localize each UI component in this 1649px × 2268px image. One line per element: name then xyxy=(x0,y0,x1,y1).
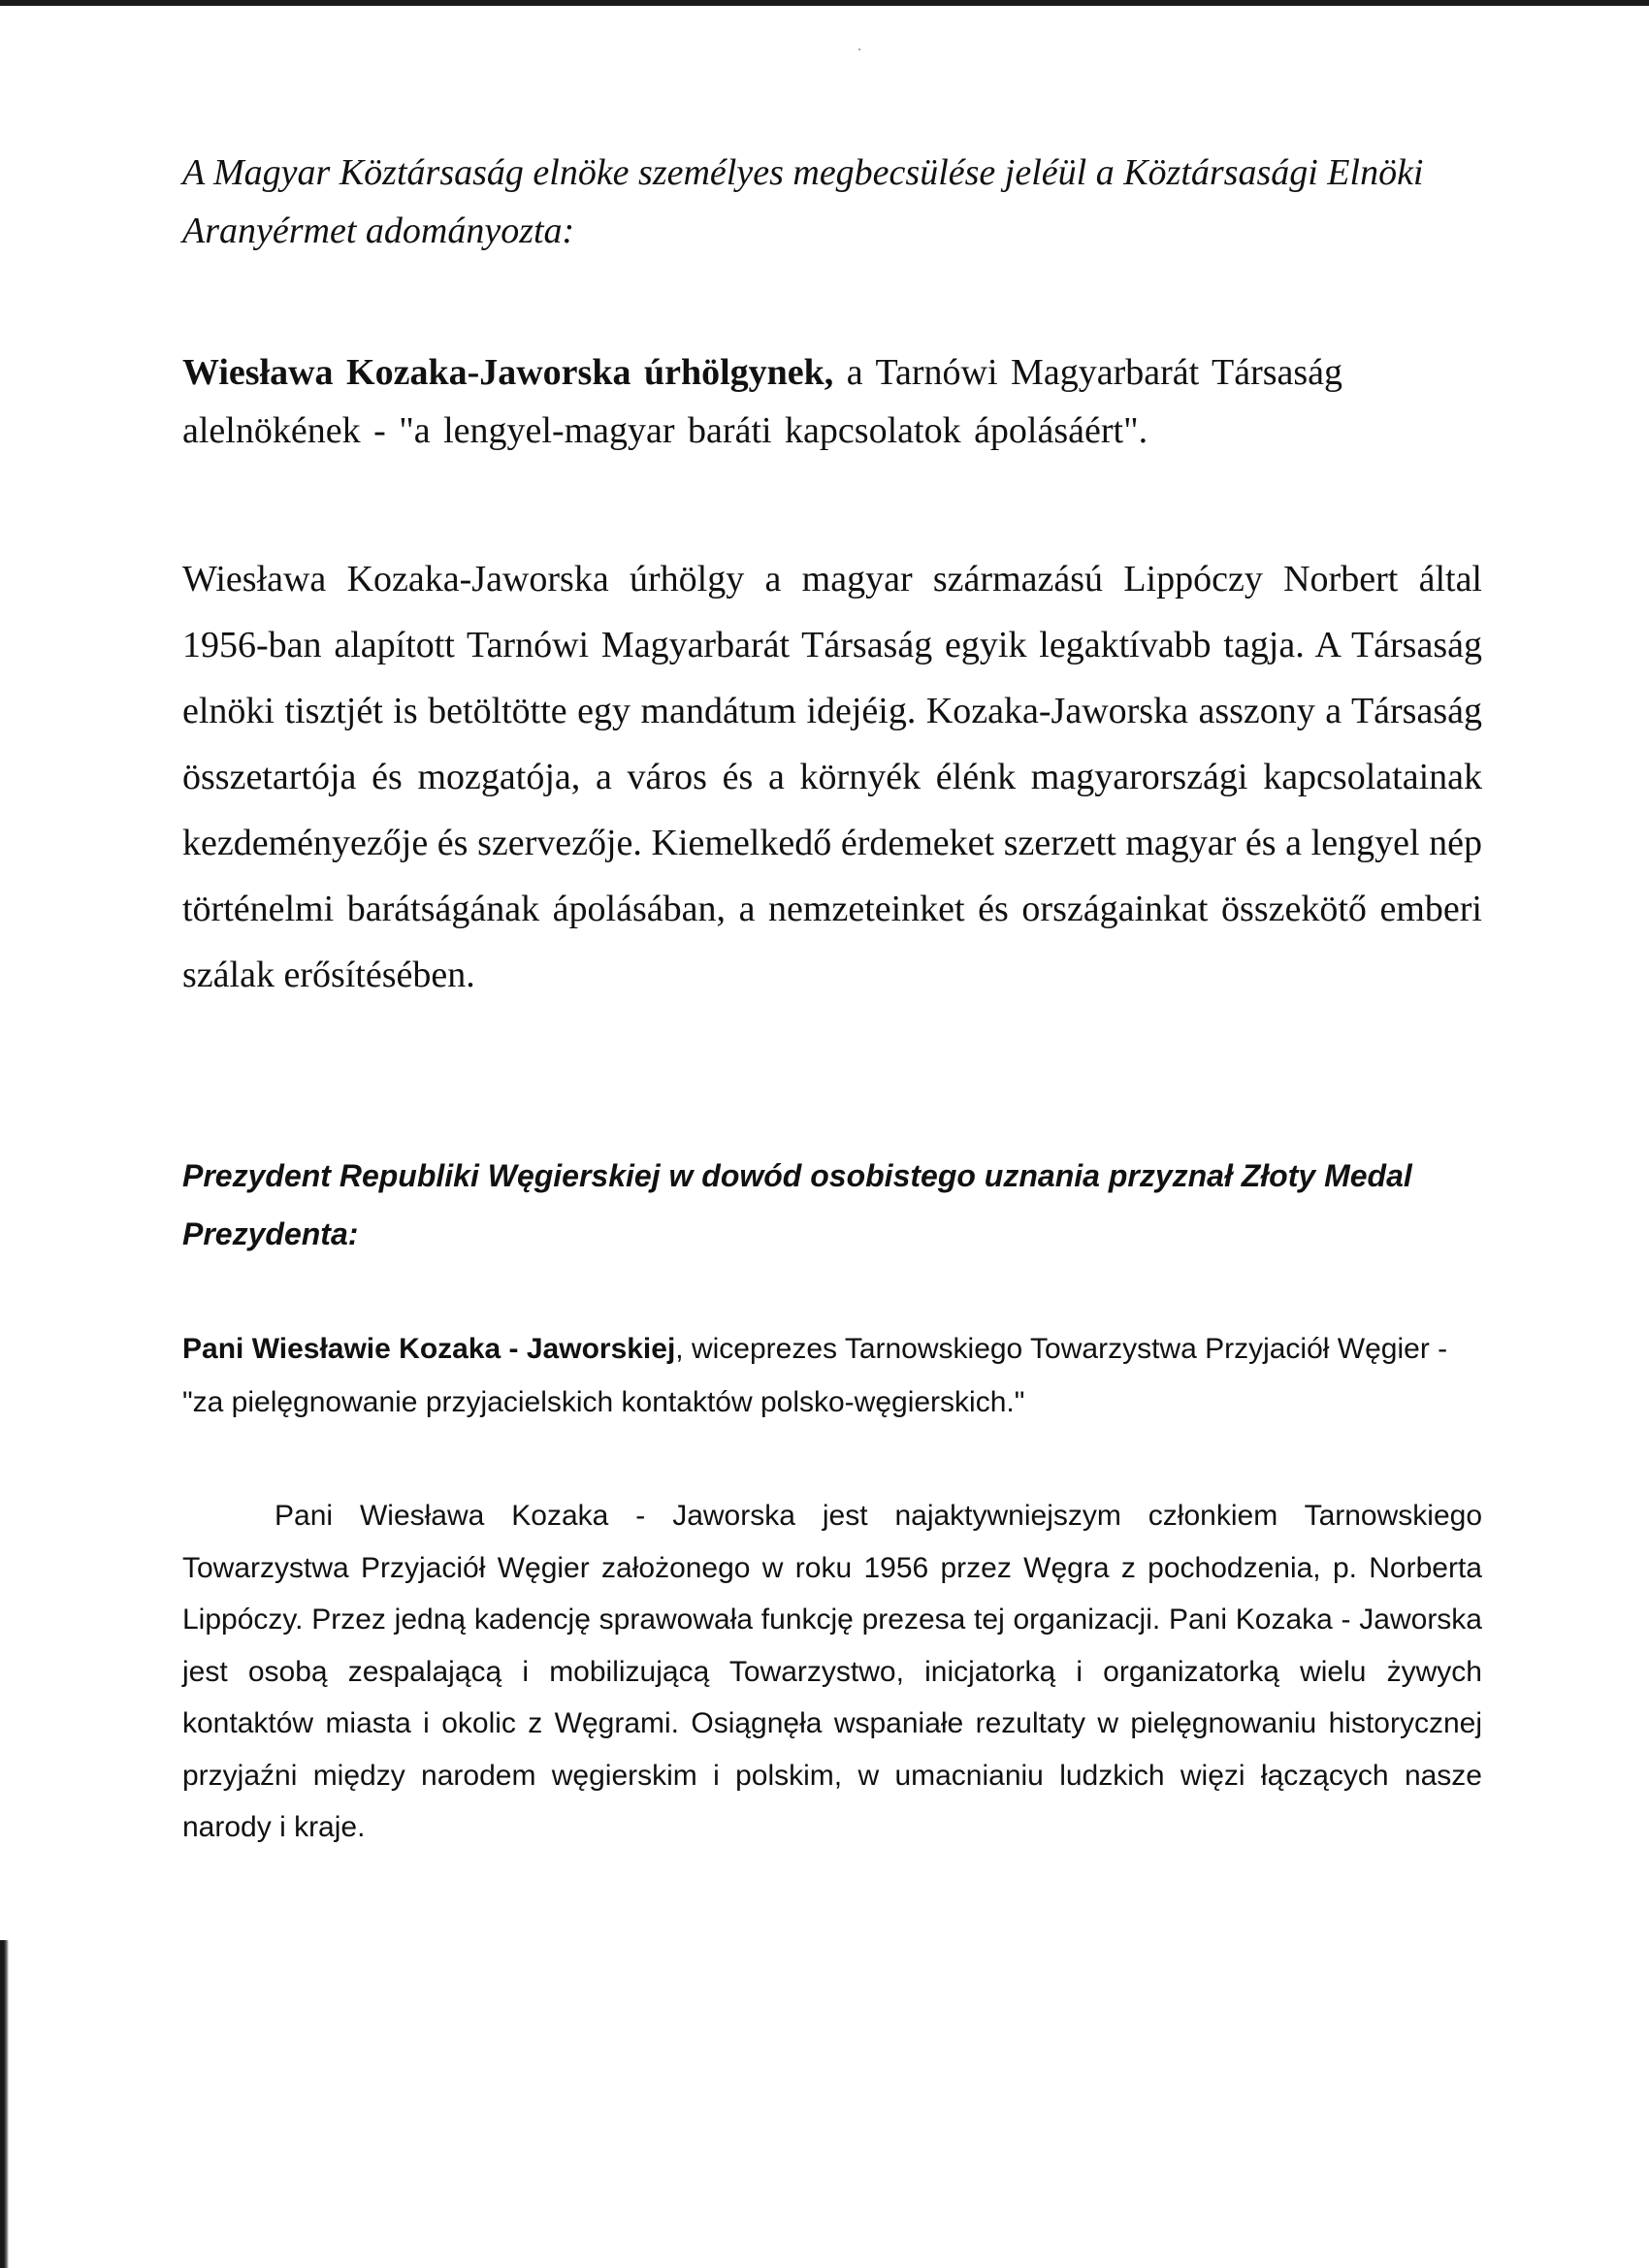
pl-body-paragraph xyxy=(182,1490,1482,1854)
pl-recipient-name: Pani Wiesławie Kozaka - Jaworskiej xyxy=(182,1333,676,1365)
pl-intro-text: Prezydent Republiki Węgierskiej w dowód osobistego uznania przyznał Złoty Medal Prezydenta: xyxy=(182,1158,1412,1251)
hu-intro-paragraph xyxy=(182,144,1502,260)
pl-recipient-paragraph xyxy=(182,1322,1487,1429)
hu-body-text: Wiesława Kozaka-Jaworska úrhölgy a magyar származású Lippóczy Norbert által 1956-ban alapított Tarnówi Magyarbarát Társaság egyik legaktívabb tagja. A Társaság elnöki tisztjét is betöltötte egy mandátum idejéig. Kozaka-Jaworska asszony a Társaság összetartója és mozgatója, a város és a környék élénk magyarországi kapcsolatainak kezdeményezője és szervezője. Kiemelkedő érdemeket szerzett magyar és a lengyel nép történelmi barátságának ápolásában, a nemzeteinket és országainkat összekötő emberi szálak erősítésében. xyxy=(182,559,1482,995)
hu-recipient-name: Wiesława Kozaka-Jaworska úrhölgynek, xyxy=(182,352,834,393)
scan-edge-left xyxy=(0,1940,9,2268)
pl-body-text: Pani Wiesława Kozaka - Jaworska jest najaktywniejszym członkiem Tarnowskiego Towarzystwa Przyjaciół Węgier założonego w roku 1956 przez Węgra z pochodzenia, p. Norberta Lippóczy. Przez jedną kadencję sprawowała funkcję prezesa tej organizacji. Pani Kozaka - Jaworska jest osobą zespalającą i mobilizującą Towarzystwo, inicjatorką i organizatorką wielu żywych kontaktów miasta i okolic z Węgrami. Osiągnęła wspaniałe rezultaty w pielęgnowaniu historycznej przyjaźni między narodem węgierskim i polskim, w umacnianiu ludzkich więzi łączących nasze narody i kraje. xyxy=(182,1500,1482,1843)
hu-body-paragraph xyxy=(182,546,1482,1008)
hu-intro-text: A Magyar Köztársaság elnöke személyes megbecsülése jeléül a Köztársasági Elnöki Aranyérmet adományozta: xyxy=(182,152,1424,251)
hu-recipient-paragraph xyxy=(182,343,1482,460)
scan-edge-top xyxy=(0,0,1649,6)
pl-intro-paragraph xyxy=(182,1147,1511,1263)
hu-recipient-text: a Tarnówi Magyarbarát Társaság alelnökének - "a lengyel-magyar baráti kapcsolatok ápolásáért". xyxy=(182,352,1343,451)
pl-recipient-text: , wiceprezes Tarnowskiego Towarzystwa Przyjaciół Węgier - "za pielęgnowanie przyjacielskich kontaktów polsko-węgierskich." xyxy=(182,1333,1448,1418)
scan-speck xyxy=(858,49,860,50)
